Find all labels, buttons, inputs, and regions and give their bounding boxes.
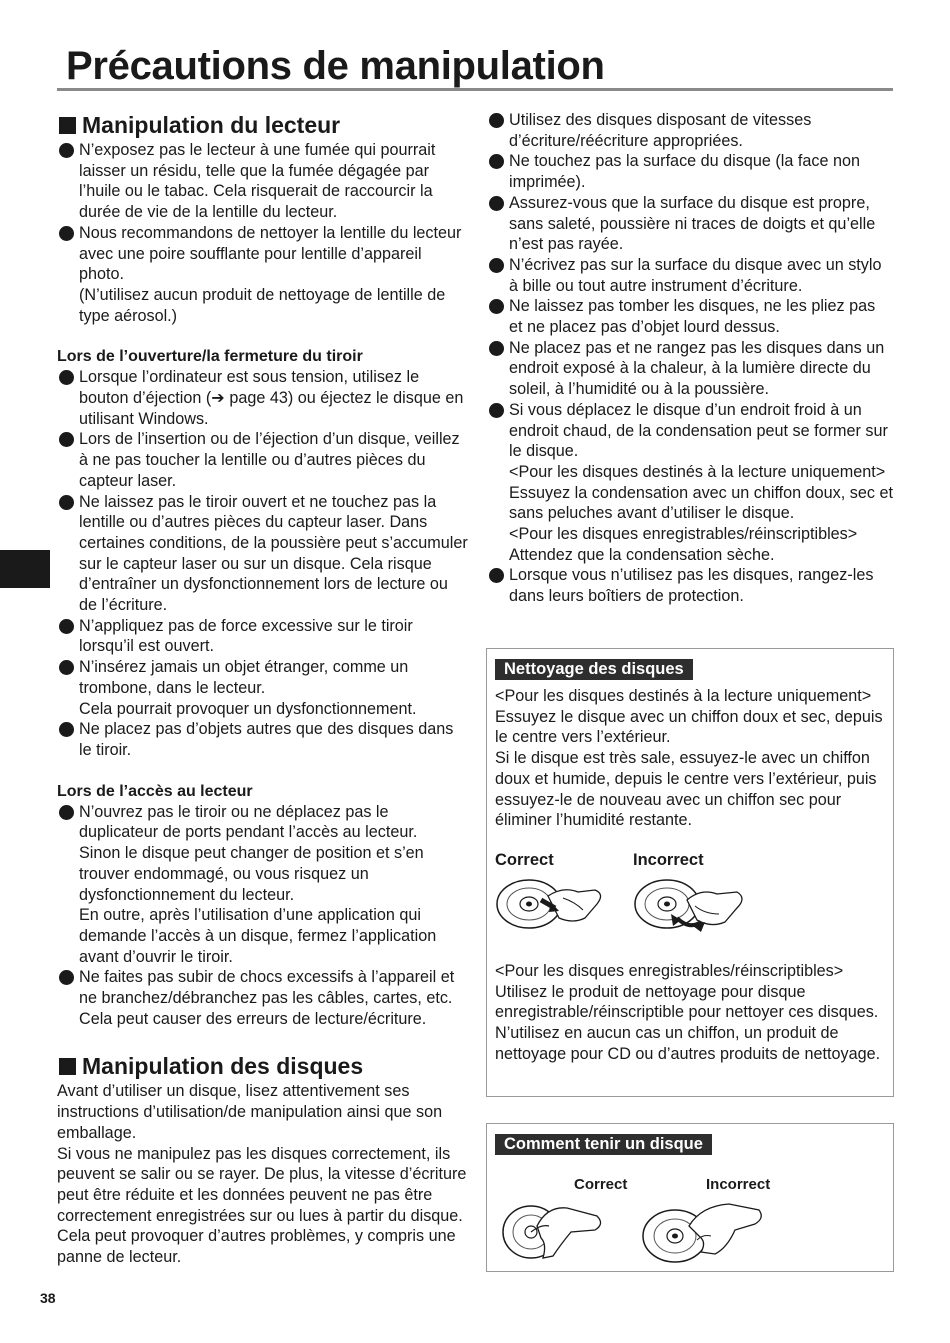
list-item: N’ouvrez pas le tiroir ou ne déplacez pas le duplicateur de ports pendant l’accès au lecteur. Sinon le disque peut changer de position et s’en trouver endommagé, ou vous risquez un dysfonctionnement du lecteur. En outre, après l’utilisation d’une application qui demande l’accès à un disque, fermez l’application avant d’ouvrir le tiroir. — [57, 802, 469, 968]
list-item: Ne placez pas d’objets autres que des disques dans le tiroir. — [57, 719, 469, 760]
cleaning-text-readonly: <Pour les disques destinés à la lecture uniquement> Essuyez le disque avec un chiffon doux et sec, depuis le centre vers l’extérieur. Si le disque est très sale, essuyez-le avec un chiffon doux et humide, depuis le centre vers l’extérieur, puis essuyez-le de nouveau avec un chiffon sec pour éliminer l’humidité restante. — [495, 687, 883, 830]
section-heading-text: Manipulation des disques — [82, 1053, 364, 1080]
list-item: N’écrivez pas sur la surface du disque avec un stylo à bille ou tout autre instrument d’écriture. — [487, 255, 893, 296]
list-item: Ne touchez pas la surface du disque (la face non imprimée). — [487, 151, 893, 192]
list-item: Assurez-vous que la surface du disque est propre, sans saleté, poussière ni traces de doigts et qu’elle n’est pas rayée. — [487, 193, 893, 255]
hold-correct-label: Correct — [574, 1176, 628, 1193]
section-heading-lecteur — [57, 110, 469, 140]
list-item: Lorsque vous n’utilisez pas les disques, rangez-les dans leurs boîtiers de protection. — [487, 565, 893, 606]
cleaning-correct-label: Correct — [495, 851, 554, 869]
list-item: Nous recommandons de nettoyer la lentille du lecteur avec une poire soufflante pour lentille d’appareil photo. (N’utilisez aucun produit de nettoyage de lentille de type aérosol.) — [57, 223, 469, 327]
list-item: Lorsque l’ordinateur est sous tension, utilisez le bouton d’éjection (➔ page 43) ou éjectez le disque en utilisant Windows. — [57, 367, 469, 429]
acces-list — [57, 802, 469, 1030]
page-number: 38 — [40, 1290, 56, 1306]
list-item: Ne laissez pas tomber les disques, ne les pliez pas et ne placez pas d’objet lourd dessus. — [487, 296, 893, 337]
title-rule — [57, 88, 893, 91]
section-heading-disques — [57, 1051, 469, 1081]
square-bullet-icon — [59, 117, 76, 134]
hold-box — [486, 1123, 894, 1272]
page-title: Précautions de manipulation — [66, 44, 605, 88]
list-item: Ne placez pas et ne rangez pas les disques dans un endroit exposé à la chaleur, à la lumière directe du soleil, à l’humidité ou à la poussière. — [487, 338, 893, 400]
subheading-acces: Lors de l’accès au lecteur — [57, 782, 253, 800]
list-item: N’appliquez pas de force excessive sur le tiroir lorsqu’il est ouvert. — [57, 616, 469, 657]
chapter-tab — [0, 550, 50, 588]
list-item: Si vous déplacez le disque d’un endroit froid à un endroit chaud, de la condensation peut se former sur le disque. <Pour les disques destinés à la lecture uniquement> Essuyez la condensation avec un chiffon doux, sec et sans peluches avant d’utiliser le disque. <Pour les disques enregistrables/réinscriptibles> Attendez que la condensation sèche. — [487, 400, 893, 566]
cleaning-incorrect-illustration — [631, 874, 761, 946]
tiroir-list — [57, 367, 469, 760]
disques-intro: Avant d’utiliser un disque, lisez attentivement ses instructions d’utilisation/de manipulation ainsi que son emballage. Si vous ne manipulez pas les disques correctement, ils peuvent se salir ou se rayer. De plus, la vitesse d’écriture peut être réduite et les données peuvent ne pas être correctement enregistrées sur ou lues à partir du disque. Cela peut provoquer d’autres problèmes, y compris une panne de lecteur. — [57, 1082, 467, 1267]
disques-list — [487, 110, 893, 607]
cleaning-incorrect-label: Incorrect — [633, 851, 704, 869]
subheading-tiroir: Lors de l’ouverture/la fermeture du tiroir — [57, 348, 363, 366]
right-column — [487, 110, 893, 607]
list-item: Ne faites pas subir de chocs excessifs à l’appareil et ne branchez/débranchez pas les câbles, cartes, etc. Cela peut causer des erreurs de lecture/écriture. — [57, 967, 469, 1029]
hold-box-label: Comment tenir un disque — [495, 1134, 712, 1155]
lecteur-list — [57, 140, 469, 326]
cleaning-box-label: Nettoyage des disques — [495, 659, 693, 680]
cleaning-text-recordable: <Pour les disques enregistrables/réinscriptibles> Utilisez le produit de nettoyage pour disque enregistrable/réinscriptible pour nettoyer ces disques. N’utilisez en aucun cas un chiffon, un produit de nettoyage pour CD ou d’autres produits de nettoyage. — [495, 962, 881, 1063]
list-item: Utilisez des disques disposant de vitesses d’écriture/réécriture appropriées. — [487, 110, 893, 151]
hold-incorrect-label: Incorrect — [706, 1176, 771, 1193]
left-column — [57, 110, 469, 1268]
cleaning-correct-illustration — [493, 874, 623, 946]
list-item: N’exposez pas le lecteur à une fumée qui pourrait laisser un résidu, telle que la fumée dégagée par l’huile ou le tabac. Cela risquerait de raccourcir la durée de vie de la lentille du lecteur. — [57, 140, 469, 223]
list-item: N’insérez jamais un objet étranger, comme un trombone, dans le lecteur. Cela pourrait provoquer un dysfonctionnement. — [57, 657, 469, 719]
hold-incorrect-illustration — [639, 1196, 769, 1268]
list-item: Lors de l’insertion ou de l’éjection d’un disque, veillez à ne pas toucher la lentille ou d’autres pièces du capteur laser. — [57, 429, 469, 491]
list-item: Ne laissez pas le tiroir ouvert et ne touchez pas la lentille ou d’autres pièces du capteur laser. Dans certaines conditions, de la poussière peut s’accumuler sur le capteur laser ou sur un disque. Cela risque d’entraîner un dysfonctionnement lors de lecture ou de l’écriture. — [57, 492, 469, 616]
cleaning-box — [486, 648, 894, 1097]
hold-correct-illustration — [501, 1196, 611, 1268]
square-bullet-icon — [59, 1058, 76, 1075]
section-heading-text: Manipulation du lecteur — [82, 112, 341, 138]
